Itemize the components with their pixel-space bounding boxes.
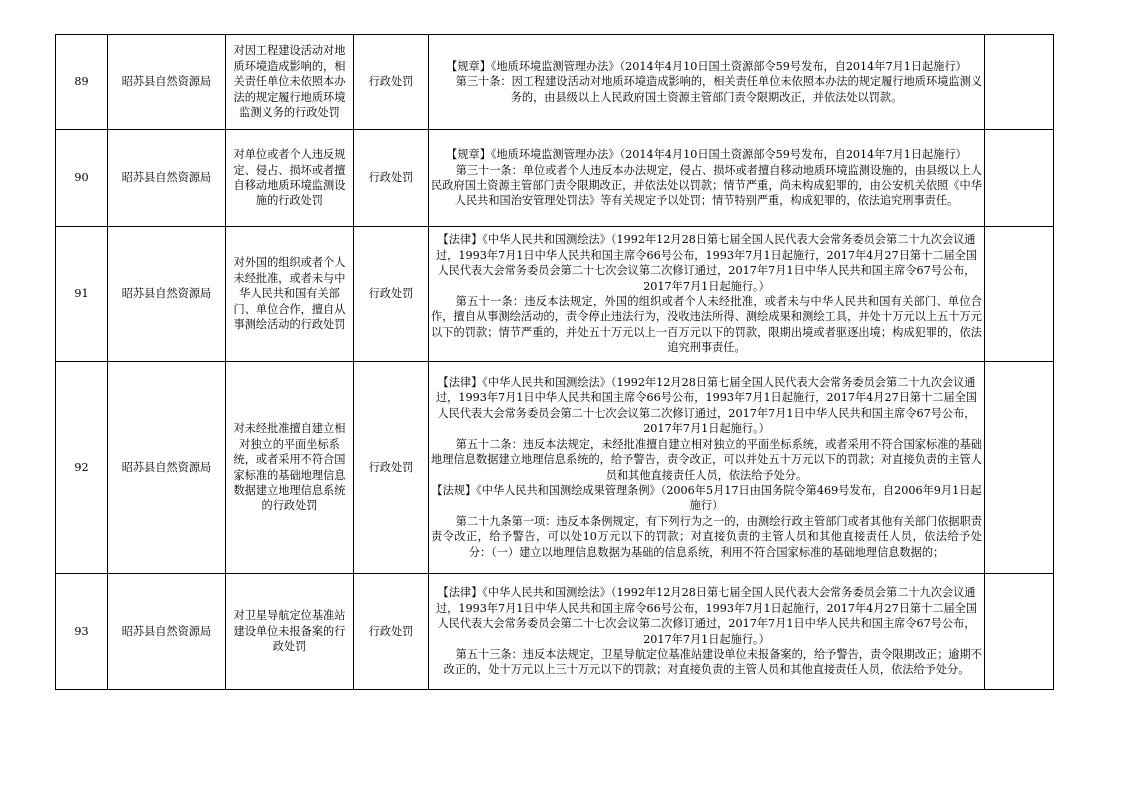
legal-source: 【法规】《中华人民共和国测绘成果管理条例》（2006年5月17日由国务院令第469号发布，自2006年9月1日起施行） [431, 483, 982, 513]
legal-basis-cell [429, 227, 985, 362]
table-row [56, 130, 1054, 227]
legal-article: 第五十三条：违反本法规定，卫星导航定位基准站建设单位未报备案的，给予警告，责令限期改正；逾期不改正的，处十万元以上三十万元以下的罚款；对直接负责的主管人员和其他直接责任人员，依法给予处分。 [443, 647, 982, 677]
department-cell: 昭苏县自然资源局 [108, 35, 226, 130]
remarks-cell [985, 130, 1054, 227]
penalty-table [55, 34, 1054, 690]
table-body [56, 35, 1054, 690]
penalty-item-cell: 对卫星导航定位基准站建设单位未报备案的行政处罚 [226, 574, 354, 690]
legal-source: 【规章】《地质环境监测管理办法》（2014年4月10日国土资源部令59号发布，自2014年7月1日起施行） [446, 59, 967, 73]
table-row [56, 574, 1054, 690]
penalty-type-cell: 行政处罚 [354, 574, 429, 690]
department-cell: 昭苏县自然资源局 [108, 362, 226, 574]
legal-article: 第五十一条：违反本法规定，外国的组织或者个人未经批准，或者未与中华人民共和国有关部门、单位合作，擅自从事测绘活动的，责令停止违法行为，没收违法所得、测绘成果和测绘工具，并处十万元以上五十万元以下的罚款；情节严重的，并处五十万元以上一百万元以下的罚款，限期出境或者驱逐出境；构成犯罪的，依法追究刑事责任。 [431, 295, 982, 355]
remarks-cell [985, 362, 1054, 574]
legal-basis-cell [429, 35, 985, 130]
penalty-type-cell: 行政处罚 [354, 35, 429, 130]
penalty-type-cell: 行政处罚 [354, 227, 429, 362]
legal-article: 第三十一条：单位或者个人违反本办法规定，侵占、损坏或者擅自移动地质环境监测设施的，由县级以上人民政府国土资源主管部门责令限期改正，并依法处以罚款；情节严重，尚未构成犯罪的，由公安机关依照《中华人民共和国治安管理处罚法》等有关规定予以处罚；情节特别严重，构成犯罪的，依法追究刑事责任。 [431, 163, 982, 208]
legal-basis-cell [429, 574, 985, 690]
legal-source: 【法律】《中华人民共和国测绘法》（1992年12月28日第七届全国人民代表大会常务委员会第二十九次会议通过，1993年7月1日中华人民共和国主席令66号公布，1993年7月1日起施行，2017年4月27日第十二届全国人民代表大会常务委员会第二十七次会议第二次修订通过，2017年7月1日中华人民共和国主席令67号公布，2017年7月1日起施行。） [435, 376, 978, 436]
department-cell: 昭苏县自然资源局 [108, 227, 226, 362]
legal-source: 【法律】《中华人民共和国测绘法》（1992年12月28日第七届全国人民代表大会常务委员会第二十九次会议通过，1993年7月1日中华人民共和国主席令66号公布，1993年7月1日起施行，2017年4月27日第十二届全国人民代表大会常务委员会第二十七次会议第二次修订通过，2017年7月1日中华人民共和国主席令67号公布，2017年7月1日起施行。） [435, 586, 978, 646]
legal-article: 第五十二条：违反本法规定，未经批准擅自建立相对独立的平面坐标系统，或者采用不符合国家标准的基础地理信息数据建立地理信息系统的，给予警告，责令改正，可以并处五十万元以下的罚款；对直接负责的主管人员和其他直接责任人员，依法给予处分。 [431, 437, 982, 482]
row-number: 89 [56, 35, 108, 130]
legal-source: 【规章】《地质环境监测管理办法》（2014年4月10日国土资源部令59号发布，自2014年7月1日起施行） [446, 148, 967, 162]
legal-basis-cell [429, 362, 985, 574]
penalty-type-cell: 行政处罚 [354, 362, 429, 574]
remarks-cell [985, 35, 1054, 130]
row-number: 92 [56, 362, 108, 574]
row-number: 93 [56, 574, 108, 690]
legal-article: 第三十条：因工程建设活动对地质环境造成影响的，相关责任单位未依照本办法的规定履行地质环境监测义务的，由县级以上人民政府国土资源主管部门责令限期改正，并依法处以罚款。 [455, 75, 982, 104]
penalty-item-cell: 对未经批准擅自建立相对独立的平面坐标系统，或者采用不符合国家标准的基础地理信息数据建立地理信息系统的行政处罚 [226, 362, 354, 574]
penalty-type-cell: 行政处罚 [354, 130, 429, 227]
department-cell: 昭苏县自然资源局 [108, 130, 226, 227]
penalty-item-cell: 对外国的组织或者个人未经批准，或者未与中华人民共和国有关部门、单位合作，擅自从事测绘活动的行政处罚 [226, 227, 354, 362]
penalty-item-cell: 对因工程建设活动对地质环境造成影响的，相关责任单位未依照本办法的规定履行地质环境监测义务的行政处罚 [226, 35, 354, 130]
table-row [56, 362, 1054, 574]
table-row [56, 227, 1054, 362]
legal-basis-cell [429, 130, 985, 227]
table-row [56, 35, 1054, 130]
remarks-cell [985, 227, 1054, 362]
remarks-cell [985, 574, 1054, 690]
legal-article: 第二十九条第一项：违反本条例规定，有下列行为之一的，由测绘行政主管部门或者其他有关部门依据职责责令改正，给予警告，可以处10万元以下的罚款；对直接负责的主管人员和其他直接责任人员，依法给予处分：（一）建立以地理信息数据为基础的信息系统，利用不符合国家标准的基础地理信息数据的； [431, 514, 982, 559]
legal-source: 【法律】《中华人民共和国测绘法》（1992年12月28日第七届全国人民代表大会常务委员会第二十九次会议通过，1993年7月1日中华人民共和国主席令66号公布，1993年7月1日起施行，2017年4月27日第十二届全国人民代表大会常务委员会第二十七次会议第二次修订通过，2017年7月1日中华人民共和国主席令67号公布，2017年7月1日起施行。） [435, 233, 978, 293]
penalty-item-cell: 对单位或者个人违反规定、侵占、损坏或者擅自移动地质环境监测设施的行政处罚 [226, 130, 354, 227]
row-number: 90 [56, 130, 108, 227]
department-cell: 昭苏县自然资源局 [108, 574, 226, 690]
row-number: 91 [56, 227, 108, 362]
